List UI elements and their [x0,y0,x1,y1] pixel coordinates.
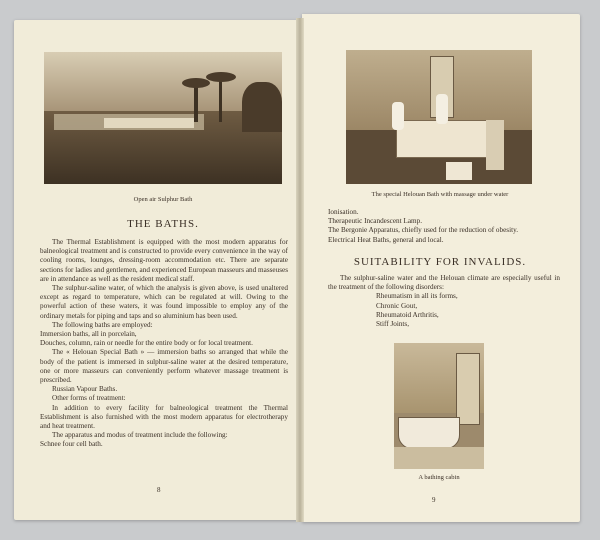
disorder-item: Rheumatism in all its forms, [376,292,458,301]
baths-body-text [40,238,288,450]
paragraph: Schnee four cell bath. [40,440,103,449]
paragraph: The sulphur-saline water, of which the analysis is given above, is used unaltered except as regard to temperature, which can be regulated at will. Owing to the powerful action of these waters, it was found impossible to employ any of the ordinary metals for piping and taps and so aluminium has been used. [40,284,288,320]
paragraph: The « Helouan Special Bath » — immersion baths so arranged that while the body of the patient is immersed in sulphur-saline water at the desired temperature, one or more masseurs can conveniently perform whatever massage treatment is prescribed. [40,348,288,385]
paragraph: The sulphur-saline water and the Helouan climate are especially useful in the treatment of the following disorders: [328,274,560,292]
right-photo-caption: The special Helouan Bath with massage under water [371,191,509,198]
left-photo-caption: Open air Sulphur Bath [133,196,193,203]
paragraph: Douches, column, rain or needle for the entire body or for local treatment. [40,339,253,348]
paragraph: The apparatus and modus of treatment include the following: [52,431,228,440]
list-item: The Bergonie Apparatus, chiefly used for the reduction of obesity. [328,226,519,235]
paragraph: In addition to every facility for balneological treatment the Thermal Establishment is also furnished with the most modern apparatus for electrotherapy and heat treatment. [40,403,288,431]
disorder-item: Chronic Gout, [376,301,418,310]
bathing-cabin-photo [394,343,484,469]
disorder-item: Stiff Joints, [376,320,410,329]
cabin-photo-caption: A bathing cabin [418,474,460,481]
paragraph: The Thermal Establishment is equipped with the most modern apparatus for balneological treatment and is constructed to provide every convenience in the way of cooling rooms, lounges, dressing-room accommodation etc. There are separate sections for ladies and gentlemen, and experienced European masseurs and masseuses are in attendance as well as the resident medical staff. [40,238,288,283]
page-number-left: 8 [157,486,161,494]
paragraph: Immersion baths, all in porcelain, [40,330,137,339]
suitability-text [328,274,560,329]
page-number-right: 9 [432,496,436,504]
open-air-bath-photo [44,52,282,184]
booklet-spine [296,18,304,522]
paragraph: Other forms of treatment: [52,394,126,403]
list-item: Electrical Heat Baths, general and local. [328,235,444,244]
paragraph: Russian Vapour Baths. [52,385,118,394]
baths-heading: THE BATHS. [127,218,199,230]
treatment-list [328,208,560,245]
suitability-heading: SUITABILITY FOR INVALIDS. [353,256,527,268]
disorder-item: Rheumatoid Arthritis, [376,310,439,319]
paragraph: The following baths are employed: [52,320,153,329]
list-item: Ionisation. [328,208,359,216]
list-item: Therapeutic Incandescent Lamp. [328,217,422,226]
helouan-bath-photo [346,50,532,184]
